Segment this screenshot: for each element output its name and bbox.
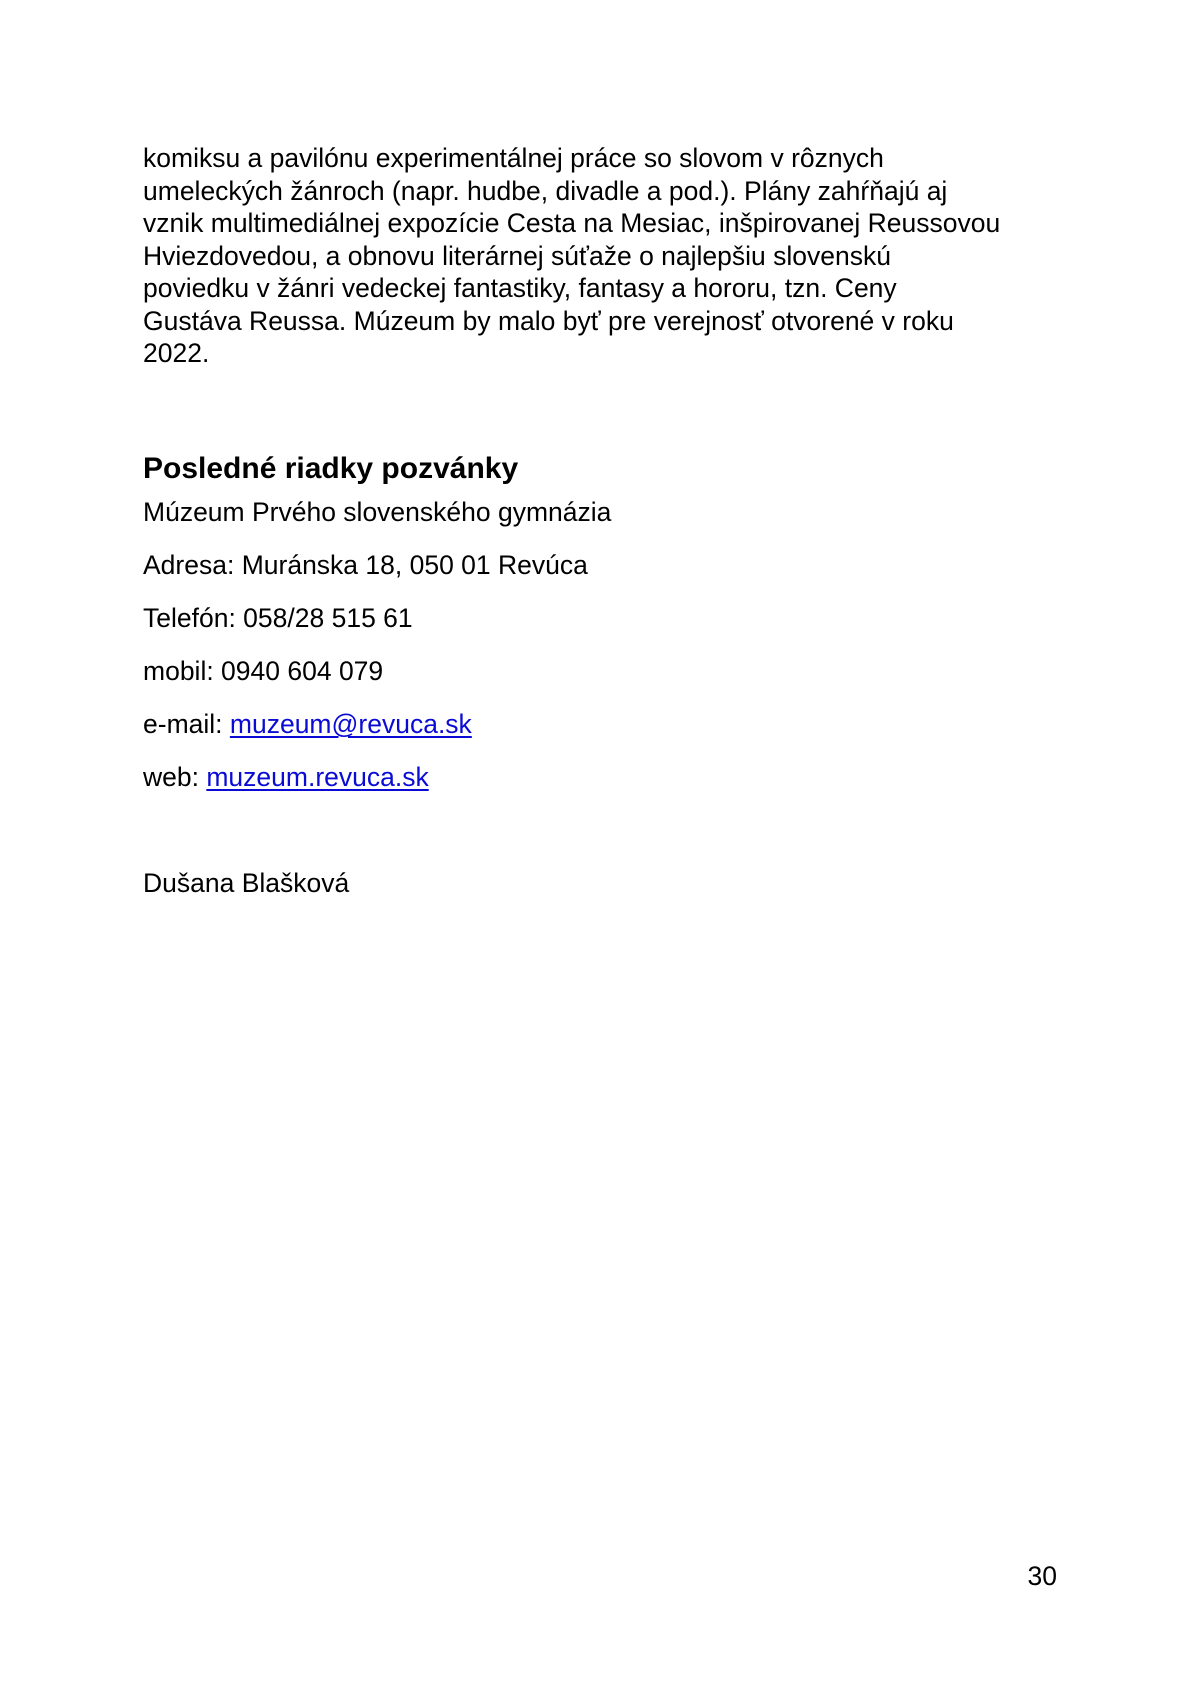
phone-line: Telefón: 058/28 515 61	[143, 603, 413, 633]
web-line	[143, 761, 429, 793]
paragraph-line: Gustáva Reussa. Múzeum by malo byť pre verejnosť otvorené v roku	[143, 305, 954, 336]
body-paragraph	[143, 142, 1073, 370]
page-number: 30	[1027, 1561, 1057, 1591]
paragraph-line: poviedku v žánri vedeckej fantastiky, fantasy a hororu, tzn. Ceny	[143, 273, 897, 303]
paragraph-line: umeleckých žánroch (napr. hudbe, divadle a pod.). Plány zahŕňajú aj	[143, 175, 948, 206]
email-link[interactable]: muzeum@revuca.sk	[229, 709, 472, 739]
address-line: Adresa: Muránska 18, 050 01 Revúca	[143, 550, 588, 580]
paragraph-line: Hviezdovedou, a obnovu literárnej súťaže o najlepšiu slovenskú	[143, 240, 891, 271]
paragraph-line: vznik multimediálnej expozície Cesta na Mesiac, inšpirovanej Reussovou	[143, 208, 1001, 238]
web-label: web:	[143, 762, 207, 792]
email-line	[143, 708, 472, 740]
section-heading: Posledné riadky pozvánky	[143, 452, 519, 485]
web-link[interactable]: muzeum.revuca.sk	[206, 762, 429, 792]
author-name: Dušana Blašková	[143, 868, 350, 898]
email-label: e-mail:	[143, 709, 230, 739]
paragraph-line: 2022.	[143, 338, 210, 368]
mobile-line: mobil: 0940 604 079	[143, 656, 384, 686]
museum-name: Múzeum Prvého slovenského gymnázia	[143, 497, 612, 527]
paragraph-line: komiksu a pavilónu experimentálnej práce so slovom v rôznych	[143, 143, 884, 173]
